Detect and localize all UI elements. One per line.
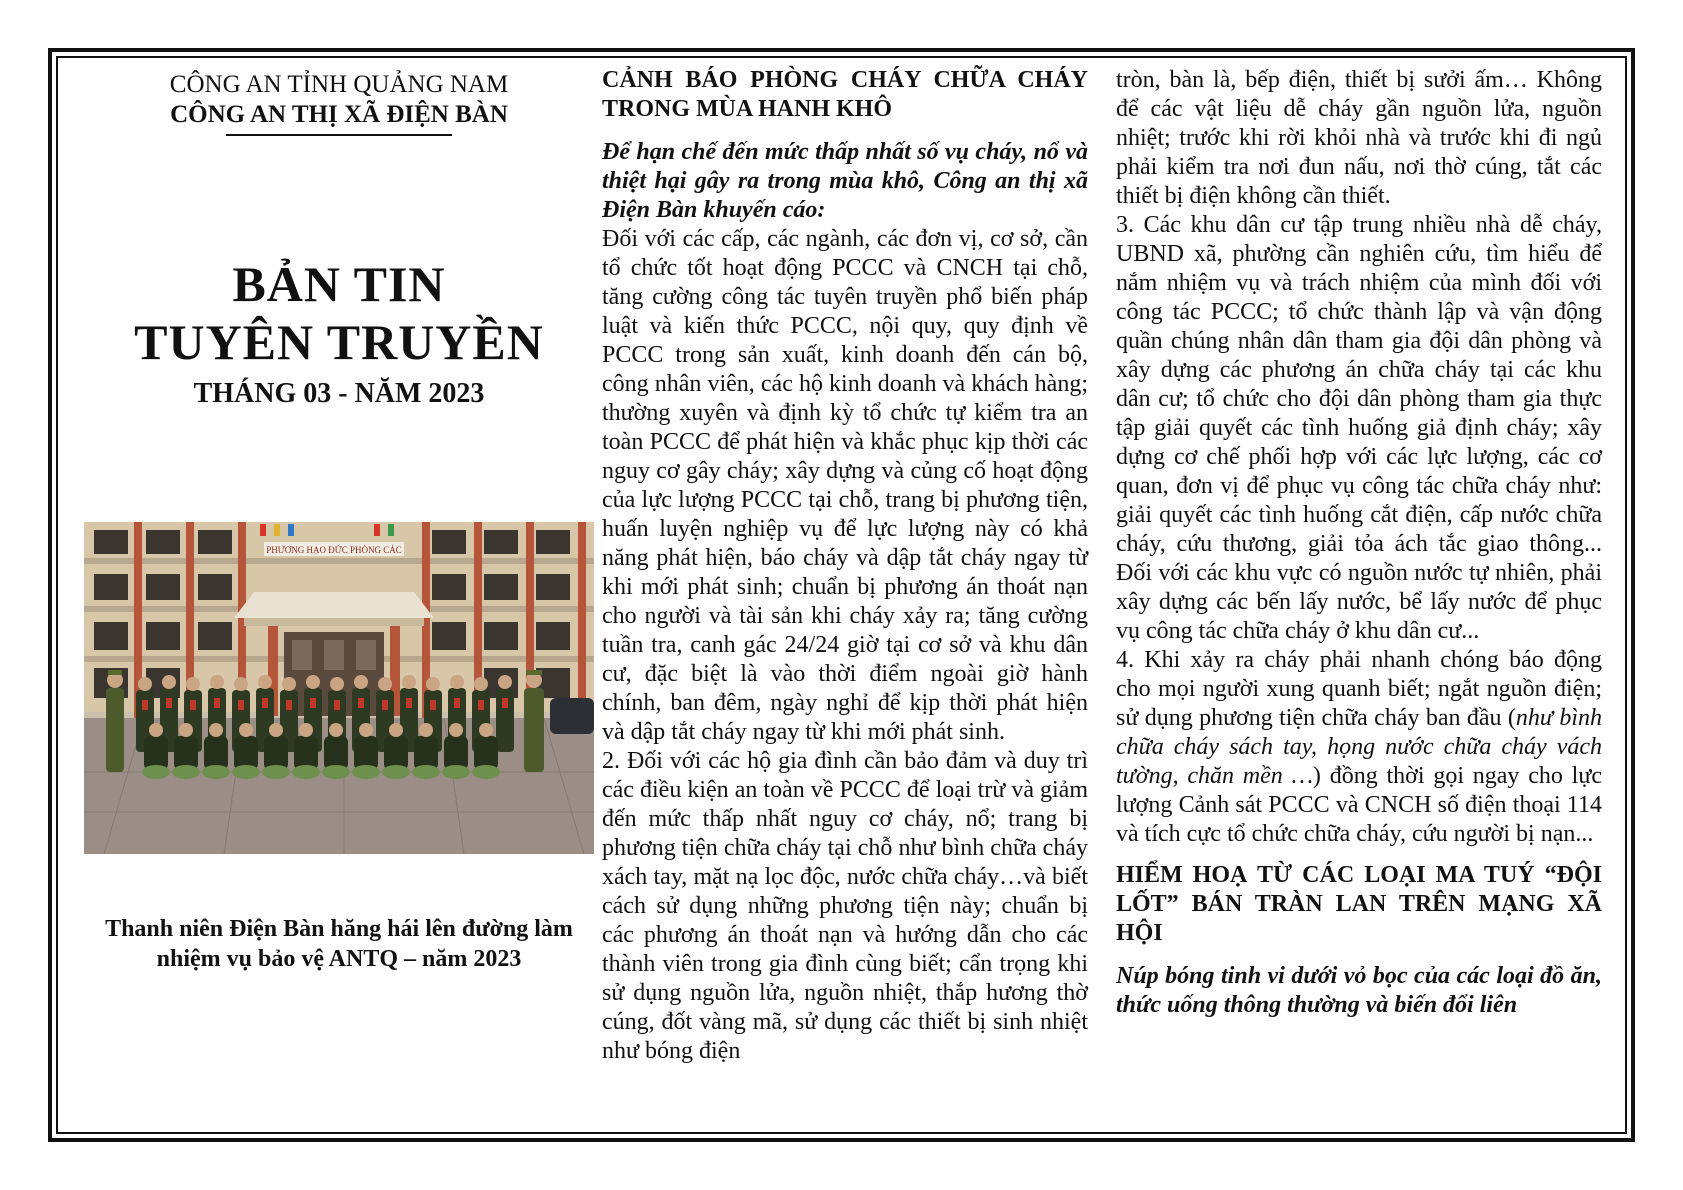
article1-paragraph-4 xyxy=(1116,646,1602,849)
paragraph-4-text-start: 4. Khi xảy ra cháy phải nhanh chóng báo động cho mọi người xung quanh biết; ngắt nguồn điện; sử dụng phương tiện chữa cháy ban đầu ( xyxy=(1116,647,1602,731)
group-photo xyxy=(84,522,594,854)
article1-paragraph-2: 2. Đối với các hộ gia đình cần bảo đảm và duy trì các điều kiện an toàn về PCCC để loại trừ và giảm đến mức thấp nhất nguy cơ cháy, nổ; trang bị phương tiện chữa cháy tại chỗ như bình chữa cháy xách tay, mặt nạ lọc độc, nước chữa cháy…và biết cách sử dụng những phương tiện này; chuẩn bị các phương án thoát nạn và hướng dẫn cho các thành viên trong gia đình cùng biết; cẩn trọng khi sử dụng nguồn lửa, nguồn nhiệt, thắp hương thờ cúng, đốt vàng mã, sử dụng các thiết bị sinh nhiệt như bóng điện xyxy=(602,748,1088,1064)
article1-paragraph-2-continued: tròn, bàn là, bếp điện, thiết bị sưởi ấm… Không để các vật liệu dễ cháy gần nguồn lửa, nguồn nhiệt; trước khi rời khỏi nhà và trước khi đi ngủ phải kiểm tra nơi đun nấu, nơi thờ cúng, tắt các thiết bị điện không cần thiết. xyxy=(1116,67,1602,209)
masthead-title-line1: BẢN TIN xyxy=(232,256,446,312)
agency-parent-name: CÔNG AN TỈNH QUẢNG NAM xyxy=(169,71,509,98)
left-column xyxy=(84,66,594,972)
article1-heading: CẢNH BÁO PHÒNG CHÁY CHỮA CHÁY TRONG MÙA HANH KHÔ xyxy=(602,67,1088,122)
agency-name: CÔNG AN THỊ XÃ ĐIỆN BÀN xyxy=(170,101,508,128)
paragraph-4-text-end: ) đồng thời gọi ngay cho lực lượng Cảnh sát PCCC và CNCH số điện thoại 114 và tích cực tổ chức chữa cháy, cứu người bị nạn... xyxy=(1116,763,1602,847)
agency-underline xyxy=(226,134,452,136)
masthead-issue-date: THÁNG 03 - NĂM 2023 xyxy=(193,378,485,409)
article2-heading: HIỂM HOẠ TỪ CÁC LOẠI MA TUÝ “ĐỘI LỐT” BÁN TRÀN LAN TRÊN MẠNG XÃ HỘI xyxy=(1116,862,1602,946)
paragraph-4-italic-examples: như bình chữa cháy sách tay, họng nước chữa cháy vách tường, chăn mền … xyxy=(1116,705,1602,789)
article1-paragraph-3: 3. Các khu dân cư tập trung nhiều nhà dễ cháy, UBND xã, phường cần nghiên cứu, tìm hiểu để nắm nhiệm vụ và trách nhiệm của mình đối với công tác PCCC; tổ chức thành lập và vận động quần chúng nhân dân tham gia đội dân phòng và xây dựng các phương án chữa cháy tại các khu dân cư; tổ chức cho đội dân phòng tham gia thực tập giải quyết các tình huống giả định cháy; xây dựng cơ chế phối hợp với các lực lượng, các cơ quan, đơn vị để phục vụ công tác chữa cháy như: giải quyết các tình huống cắt điện, cấp nước chữa cháy, cứu thương, giải tỏa ách tắc giao thông... Đối với các khu vực có nguồn nước tự nhiên, phải xây dựng các bến lấy nước, bể lấy nước để phục vụ công tác chữa cháy ở khu dân cư... xyxy=(1116,212,1602,644)
masthead xyxy=(84,256,594,414)
right-column xyxy=(1116,66,1602,1020)
photo-caption: Thanh niên Điện Bàn hăng hái lên đường làm nhiệm vụ bảo vệ ANTQ – năm 2023 xyxy=(105,916,573,972)
photo-building-sign: PHƯƠNG HẠO ĐỨC PHÒNG CÁC xyxy=(266,545,402,555)
article1-lead: Để hạn chế đến mức thấp nhất số vụ cháy, nổ và thiệt hại gây ra trong mùa khô, Công an thị xã Điện Bàn khuyến cáo: xyxy=(602,139,1088,223)
middle-column xyxy=(602,66,1088,1066)
article1-paragraph-1: Đối với các cấp, các ngành, các đơn vị, cơ sở, cần tổ chức tốt hoạt động PCCC và CNCH tại chỗ, tăng cường công tác tuyên truyền phổ biến pháp luật và kiến thức PCCC, nội quy, quy định về PCCC trong sản xuất, kinh doanh đến cán bộ, công nhân viên, các hộ kinh doanh và khách hàng; thường xuyên và định kỳ tổ chức tự kiểm tra an toàn PCCC để phát hiện và khắc phục kịp thời các nguy cơ gây cháy; xây dựng và củng cố hoạt động của lực lượng PCCC tại chỗ, trang bị phương tiện, huấn luyện nghiệp vụ để lực lượng này có khả năng phát hiện, báo cháy và dập tắt cháy ngay từ khi mới phát sinh; chuẩn bị phương án thoát nạn cho người và tài sản khi cháy xảy ra; tăng cường tuần tra, canh gác 24/24 giờ tại cơ sở và khu dân cư, đặc biệt là vào thời điểm ngoài giờ hành chính, ban đêm, ngày nghỉ để kịp thời phát hiện và dập tắt cháy ngay từ khi mới phát sinh. xyxy=(602,226,1088,745)
group-photo-illustration xyxy=(84,522,594,854)
article2-lead: Núp bóng tinh vi dưới vỏ bọc của các loại đồ ăn, thức uống thông thường và biến đổi liên xyxy=(1116,963,1602,1018)
masthead-title-line2: TUYÊN TRUYỀN xyxy=(134,314,544,370)
